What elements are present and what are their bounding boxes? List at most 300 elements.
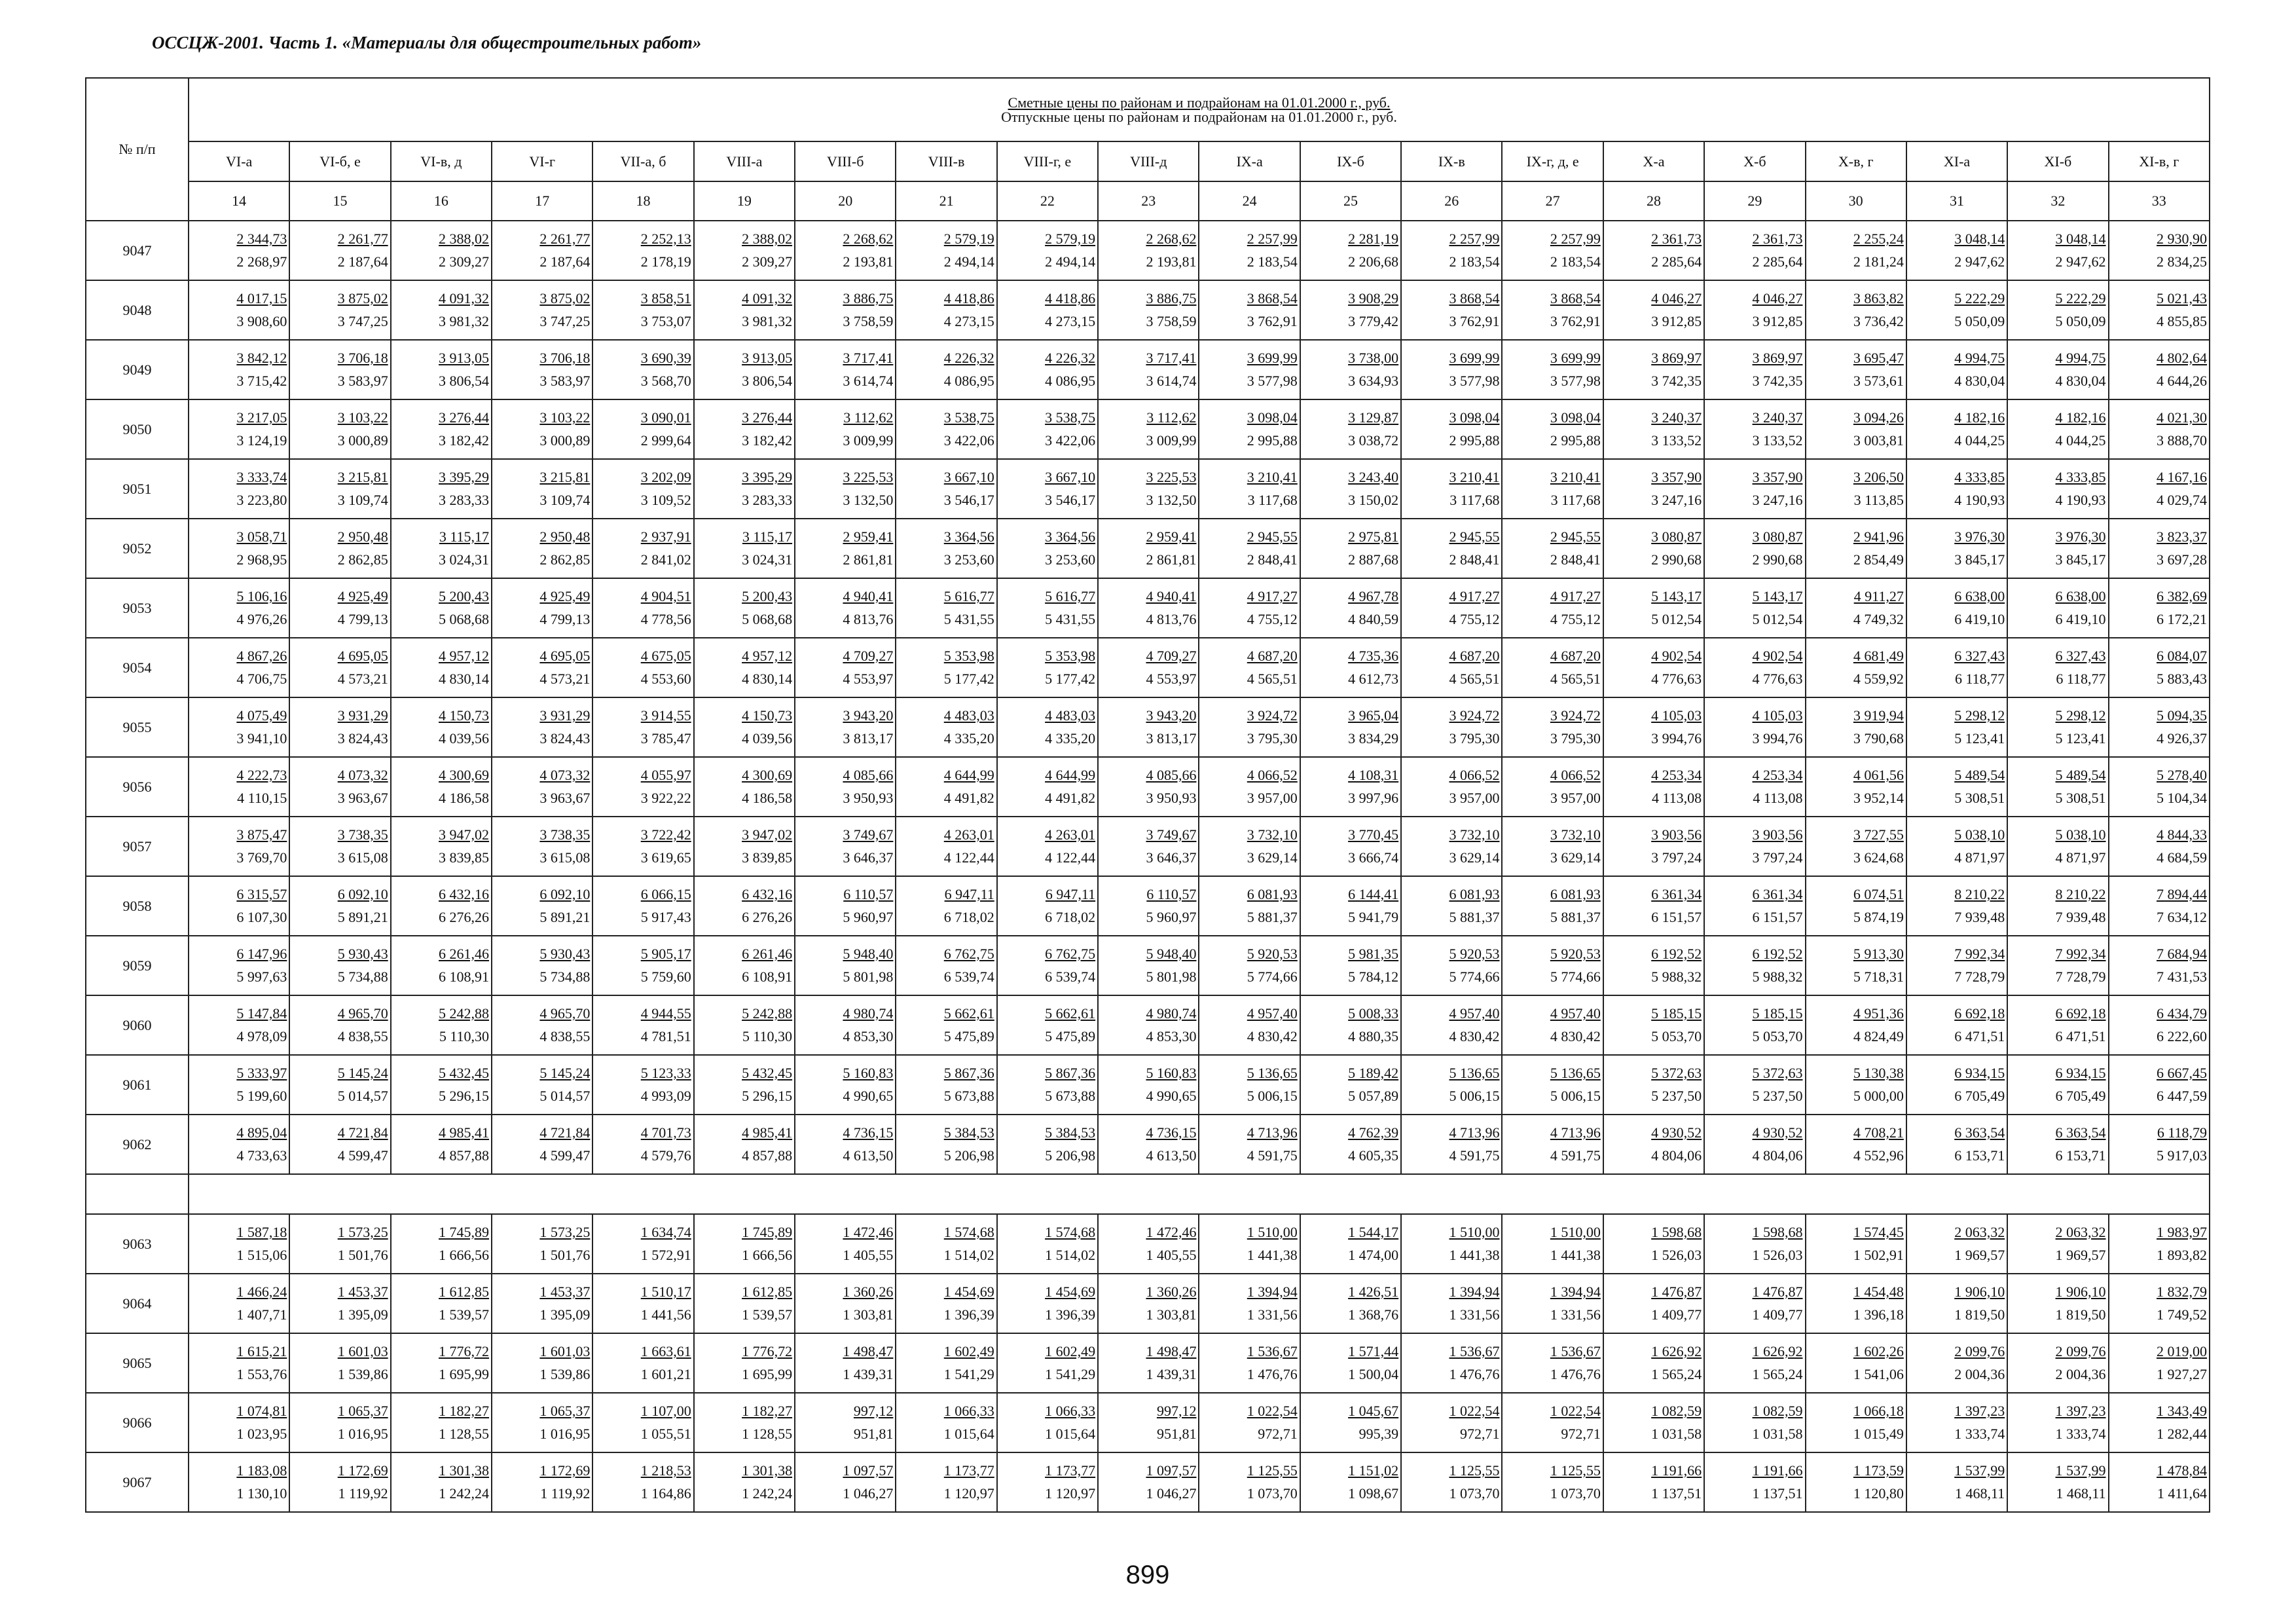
estimate-price: 6 434,79 (2157, 1005, 2207, 1022)
row-id: 9057 (86, 817, 189, 876)
estimate-price-wrap (492, 1126, 592, 1144)
estimate-price: 6 110,57 (843, 886, 894, 902)
price-cell (1300, 340, 1401, 399)
estimate-price: 5 333,97 (236, 1065, 287, 1081)
price-cell (1199, 519, 1300, 578)
wholesale-price-wrap (492, 1482, 592, 1501)
price-cell (1906, 1115, 2007, 1174)
estimate-price-wrap (1705, 411, 1804, 429)
wholesale-price: 2 848,41 (1449, 551, 1500, 568)
wholesale-price-wrap (2008, 727, 2107, 746)
price-cell (1502, 1055, 1603, 1115)
price-cell (896, 1333, 996, 1393)
wholesale-price-wrap (1402, 1482, 1501, 1501)
estimate-price: 2 268,62 (843, 231, 894, 247)
wholesale-price-wrap (2008, 429, 2107, 448)
price-table (85, 77, 2210, 1513)
price-cell (1603, 399, 1704, 459)
wholesale-price-wrap (2008, 1084, 2107, 1103)
wholesale-price-wrap (392, 1363, 491, 1382)
wholesale-price-wrap (593, 1363, 693, 1382)
wholesale-price-wrap (1099, 1422, 1198, 1441)
estimate-price: 3 699,99 (1247, 350, 1298, 366)
price-cell (189, 1333, 289, 1393)
estimate-price-wrap (1806, 351, 1906, 369)
estimate-price-wrap (492, 1344, 592, 1363)
wholesale-price-wrap (2008, 1482, 2107, 1501)
estimate-price: 4 940,41 (1146, 588, 1197, 604)
wholesale-price: 6 118,77 (1955, 671, 2005, 687)
wholesale-price: 5 199,60 (236, 1088, 287, 1104)
price-cell (2007, 1333, 2108, 1393)
price-cell (795, 1115, 896, 1174)
wholesale-price: 5 960,97 (843, 909, 894, 925)
estimate-price: 4 055,97 (640, 767, 691, 783)
wholesale-price-wrap (492, 906, 592, 925)
price-cell (2109, 280, 2210, 340)
wholesale-price-wrap (189, 489, 289, 507)
wholesale-price: 3 839,85 (439, 849, 490, 866)
wholesale-price-wrap (1705, 1422, 1804, 1441)
estimate-price: 6 192,52 (1651, 946, 1702, 962)
price-cell (795, 638, 896, 697)
wholesale-price-wrap (1099, 1244, 1198, 1263)
estimate-price: 4 980,74 (843, 1005, 894, 1022)
wholesale-price: 3 629,14 (1247, 849, 1298, 866)
estimate-price-wrap (492, 470, 592, 489)
price-cell (1401, 340, 1502, 399)
estimate-price: 1 598,68 (1651, 1224, 1702, 1240)
price-cell (1603, 459, 1704, 519)
district-header: XI-а (1906, 141, 2007, 181)
price-cell (997, 221, 1098, 280)
wholesale-price: 1 046,27 (843, 1485, 894, 1502)
estimate-price-wrap (1402, 649, 1501, 667)
estimate-price-wrap (998, 947, 1097, 965)
district-header: X-б (1704, 141, 1805, 181)
wholesale-price: 1 015,64 (1045, 1426, 1096, 1442)
wholesale-price-wrap (1402, 548, 1501, 567)
estimate-price-wrap (290, 1404, 390, 1422)
wholesale-price-wrap (998, 1084, 1097, 1103)
estimate-price: 4 844,33 (2157, 826, 2207, 843)
wholesale-price: 4 855,85 (2157, 313, 2207, 329)
wholesale-price: 5 237,50 (1651, 1088, 1702, 1104)
estimate-price: 3 098,04 (1247, 409, 1298, 426)
estimate-price: 4 736,15 (1146, 1124, 1197, 1141)
district-header: IX-а (1199, 141, 1300, 181)
price-cell (1098, 221, 1199, 280)
wholesale-price: 3 747,25 (337, 313, 388, 329)
wholesale-price: 3 806,54 (742, 373, 793, 389)
price-cell (1603, 1055, 1704, 1115)
estimate-price-wrap (896, 828, 996, 846)
wholesale-price-wrap (189, 667, 289, 686)
estimate-price: 3 842,12 (236, 350, 287, 366)
estimate-price-wrap (1301, 1404, 1400, 1422)
wholesale-price-wrap (1705, 310, 1804, 329)
row-id: 9048 (86, 280, 189, 340)
estimate-price-wrap (1503, 589, 1602, 608)
estimate-price-wrap (896, 1126, 996, 1144)
wholesale-price: 1 500,04 (1348, 1366, 1399, 1382)
price-cell (997, 995, 1098, 1055)
estimate-price-wrap (695, 1285, 794, 1303)
wholesale-price: 3 247,16 (1651, 492, 1702, 508)
estimate-price-wrap (695, 351, 794, 369)
wholesale-price: 4 990,65 (1146, 1088, 1197, 1104)
estimate-price: 3 080,87 (1651, 528, 1702, 545)
estimate-price-wrap (492, 828, 592, 846)
wholesale-price: 5 053,70 (1651, 1028, 1702, 1044)
estimate-price-wrap (998, 411, 1097, 429)
wholesale-price: 2 861,81 (843, 551, 894, 568)
wholesale-price: 2 494,14 (1045, 253, 1096, 270)
wholesale-price-wrap (290, 1025, 390, 1044)
price-cell (189, 578, 289, 638)
estimate-price: 6 192,52 (1752, 946, 1803, 962)
estimate-price-wrap (290, 1066, 390, 1084)
wholesale-price-wrap (2008, 1363, 2107, 1382)
wholesale-price-wrap (392, 667, 491, 686)
estimate-price: 1 510,00 (1550, 1224, 1601, 1240)
estimate-price-wrap (896, 1225, 996, 1244)
wholesale-price: 3 845,17 (1954, 551, 2005, 568)
estimate-price-wrap (392, 351, 491, 369)
estimate-price: 3 770,45 (1348, 826, 1399, 843)
estimate-price: 1 602,49 (1045, 1343, 1096, 1359)
price-cell (795, 876, 896, 936)
price-cell (1199, 757, 1300, 817)
price-cell (1300, 697, 1401, 757)
wholesale-price-wrap (1806, 429, 1906, 448)
estimate-price: 4 994,75 (2055, 350, 2106, 366)
estimate-price-wrap (593, 470, 693, 489)
price-cell (592, 519, 693, 578)
estimate-price-wrap (1301, 1225, 1400, 1244)
estimate-price: 2 252,13 (640, 231, 691, 247)
estimate-price-wrap (1806, 411, 1906, 429)
wholesale-price: 3 797,24 (1752, 849, 1803, 866)
estimate-price-wrap (1907, 947, 2007, 965)
wholesale-price: 3 117,68 (1247, 492, 1298, 508)
wholesale-price-wrap (998, 1422, 1097, 1441)
wholesale-price: 4 565,51 (1550, 671, 1601, 687)
estimate-price-wrap (2109, 232, 2209, 250)
wholesale-price-wrap (392, 1482, 491, 1501)
wholesale-price: 3 785,47 (640, 730, 691, 747)
price-cell (997, 1452, 1098, 1512)
wholesale-price: 4 029,74 (2157, 492, 2207, 508)
estimate-price: 3 924,72 (1550, 707, 1601, 724)
price-cell (1603, 697, 1704, 757)
wholesale-price-wrap (1301, 727, 1400, 746)
estimate-price-wrap (290, 1344, 390, 1363)
price-cell (795, 817, 896, 876)
price-cell (1199, 1274, 1300, 1333)
wholesale-price-wrap (492, 846, 592, 865)
estimate-price: 3 129,87 (1348, 409, 1399, 426)
wholesale-price: 3 117,68 (1449, 492, 1500, 508)
price-cell (694, 280, 795, 340)
estimate-price-wrap (1301, 828, 1400, 846)
wholesale-price-wrap (1705, 965, 1804, 984)
price-cell (1300, 1214, 1401, 1274)
estimate-price-wrap (593, 232, 693, 250)
estimate-price-wrap (392, 1285, 491, 1303)
price-cell (997, 1115, 1098, 1174)
price-cell (391, 1393, 492, 1452)
price-cell (694, 936, 795, 995)
price-cell (2109, 995, 2210, 1055)
estimate-price: 1 776,72 (439, 1343, 490, 1359)
estimate-price-wrap (896, 411, 996, 429)
wholesale-price-wrap (1503, 1144, 1602, 1163)
wholesale-price-wrap (290, 310, 390, 329)
estimate-price-wrap (1402, 1006, 1501, 1025)
wholesale-price: 1 031,58 (1651, 1426, 1702, 1442)
wholesale-price-wrap (1199, 548, 1299, 567)
estimate-price-wrap (1402, 1404, 1501, 1422)
price-cell (592, 697, 693, 757)
wholesale-price-wrap (1301, 1144, 1400, 1163)
wholesale-price: 3 797,24 (1651, 849, 1702, 866)
estimate-price: 1 478,84 (2157, 1462, 2207, 1479)
estimate-price-wrap (998, 1285, 1097, 1303)
estimate-price: 2 281,19 (1348, 231, 1399, 247)
estimate-price: 1 476,87 (1651, 1283, 1702, 1300)
price-cell (1502, 995, 1603, 1055)
estimate-price: 5 189,42 (1348, 1065, 1399, 1081)
wholesale-price: 4 857,88 (742, 1147, 793, 1164)
wholesale-price: 3 922,22 (640, 790, 691, 806)
estimate-price-wrap (189, 828, 289, 846)
column-number: 16 (391, 181, 492, 221)
estimate-price-wrap (795, 1404, 895, 1422)
wholesale-price-wrap (1199, 965, 1299, 984)
price-cell (592, 757, 693, 817)
wholesale-price-wrap (1806, 1144, 1906, 1163)
wholesale-price-wrap (189, 310, 289, 329)
wholesale-price: 7 939,48 (2055, 909, 2106, 925)
price-cell (2109, 936, 2210, 995)
estimate-price-wrap (1099, 291, 1198, 310)
wholesale-price: 7 728,79 (1954, 969, 2005, 985)
estimate-price: 5 384,53 (943, 1124, 994, 1141)
wholesale-price: 2 193,81 (843, 253, 894, 270)
wholesale-price: 2 995,88 (1247, 432, 1298, 449)
price-cell (795, 459, 896, 519)
wholesale-price-wrap (1301, 429, 1400, 448)
wholesale-price-wrap (1705, 786, 1804, 805)
estimate-price: 1 097,57 (843, 1462, 894, 1479)
price-cell (1704, 638, 1805, 697)
wholesale-price: 4 335,20 (1045, 730, 1096, 747)
wholesale-price-wrap (189, 1303, 289, 1322)
estimate-price-wrap (1705, 1225, 1804, 1244)
table-row (86, 936, 2210, 995)
estimate-price-wrap (1907, 411, 2007, 429)
price-cell (1906, 995, 2007, 1055)
wholesale-price: 6 172,21 (2157, 611, 2207, 627)
estimate-price: 4 994,75 (1954, 350, 2005, 366)
estimate-price-wrap (1503, 649, 1602, 667)
price-cell (1806, 1393, 1906, 1452)
estimate-price: 6 762,75 (1045, 946, 1096, 962)
price-cell (2109, 1393, 2210, 1452)
estimate-price-wrap (1402, 291, 1501, 310)
estimate-price: 4 867,26 (236, 648, 287, 664)
estimate-price-wrap (2109, 887, 2209, 906)
price-cell (1098, 936, 1199, 995)
estimate-price-wrap (896, 1066, 996, 1084)
estimate-price: 6 363,54 (1954, 1124, 2005, 1141)
estimate-price: 4 085,66 (1146, 767, 1197, 783)
price-cell (592, 1214, 693, 1274)
price-cell (492, 757, 592, 817)
estimate-price-wrap (189, 1285, 289, 1303)
estimate-price: 5 384,53 (1045, 1124, 1096, 1141)
price-cell (1502, 519, 1603, 578)
wholesale-price-wrap (1099, 548, 1198, 567)
estimate-price-wrap (593, 291, 693, 310)
estimate-price-wrap (2109, 351, 2209, 369)
wholesale-price-wrap (1806, 786, 1906, 805)
wholesale-price: 1 666,56 (439, 1247, 490, 1263)
wholesale-price: 1 046,27 (1146, 1485, 1197, 1502)
price-cell (289, 995, 390, 1055)
estimate-price: 4 985,41 (742, 1124, 793, 1141)
wholesale-price-wrap (1402, 906, 1501, 925)
estimate-price-wrap (1604, 1404, 1704, 1422)
wholesale-price-wrap (189, 1244, 289, 1263)
table-row (86, 1274, 2210, 1333)
estimate-price-wrap (1806, 649, 1906, 667)
wholesale-price-wrap (998, 369, 1097, 388)
wholesale-price: 3 629,14 (1550, 849, 1601, 866)
estimate-price-wrap (593, 1006, 693, 1025)
wholesale-price: 4 190,93 (2055, 492, 2106, 508)
estimate-price: 6 432,16 (439, 886, 490, 902)
wholesale-price-wrap (896, 1025, 996, 1044)
wholesale-price-wrap (1402, 965, 1501, 984)
price-cell (1603, 1333, 1704, 1393)
price-cell (2109, 1452, 2210, 1512)
estimate-price-wrap (189, 411, 289, 429)
district-header: IX-г, д, е (1502, 141, 1603, 181)
estimate-price: 4 701,73 (640, 1124, 691, 1141)
estimate-price: 1 360,26 (843, 1283, 894, 1300)
estimate-price-wrap (1301, 530, 1400, 548)
estimate-price-wrap (695, 709, 794, 727)
wholesale-price-wrap (1301, 846, 1400, 865)
wholesale-price: 4 553,97 (1146, 671, 1197, 687)
wholesale-price: 4 612,73 (1348, 671, 1399, 687)
table-row (86, 1333, 2210, 1393)
estimate-price-wrap (593, 1066, 693, 1084)
table-row (86, 340, 2210, 399)
price-cell (896, 1055, 996, 1115)
estimate-price-wrap (896, 530, 996, 548)
estimate-price: 5 200,43 (439, 588, 490, 604)
estimate-price: 6 382,69 (2157, 588, 2207, 604)
estimate-price: 3 738,35 (337, 826, 388, 843)
price-cell (2109, 757, 2210, 817)
wholesale-price: 5 050,09 (1954, 313, 2005, 329)
wholesale-price: 4 591,75 (1449, 1147, 1500, 1164)
wholesale-price: 5 237,50 (1752, 1088, 1803, 1104)
estimate-price-wrap (392, 709, 491, 727)
estimate-price-wrap (896, 232, 996, 250)
table-row (86, 638, 2210, 697)
estimate-price-wrap (1604, 1225, 1704, 1244)
wholesale-price: 5 308,51 (1954, 790, 2005, 806)
wholesale-price: 3 283,33 (439, 492, 490, 508)
wholesale-price-wrap (1402, 429, 1501, 448)
wholesale-price: 2 848,41 (1247, 551, 1298, 568)
estimate-price: 1 626,92 (1752, 1343, 1803, 1359)
price-cell (592, 340, 693, 399)
wholesale-price-wrap (1604, 727, 1704, 746)
wholesale-price: 1 819,50 (2055, 1306, 2106, 1323)
wholesale-price: 5 881,37 (1247, 909, 1298, 925)
wholesale-price: 6 153,71 (1954, 1147, 2005, 1164)
price-cell (1704, 876, 1805, 936)
wholesale-price-wrap (290, 727, 390, 746)
wholesale-price-wrap (1099, 965, 1198, 984)
wholesale-price: 4 122,44 (943, 849, 994, 866)
estimate-price: 6 147,96 (236, 946, 287, 962)
wholesale-price: 2 004,36 (1954, 1366, 2005, 1382)
wholesale-price: 4 755,12 (1449, 611, 1500, 627)
price-cell (896, 936, 996, 995)
estimate-price-wrap (795, 947, 895, 965)
estimate-price: 1 022,54 (1550, 1403, 1601, 1419)
price-cell (1906, 757, 2007, 817)
wholesale-price: 3 024,31 (439, 551, 490, 568)
wholesale-price-wrap (1301, 489, 1400, 507)
estimate-price: 4 713,96 (1247, 1124, 1298, 1141)
price-cell (289, 1055, 390, 1115)
wholesale-price: 4 044,25 (1954, 432, 2005, 449)
wholesale-price-wrap (1604, 1422, 1704, 1441)
estimate-price-wrap (1907, 768, 2007, 786)
wholesale-price-wrap (1806, 1025, 1906, 1044)
estimate-price-wrap (1806, 709, 1906, 727)
estimate-price-wrap (1199, 291, 1299, 310)
price-cell (997, 1333, 1098, 1393)
wholesale-price: 1 303,81 (843, 1306, 894, 1323)
wholesale-price-wrap (1503, 1363, 1602, 1382)
wholesale-price-wrap (795, 1482, 895, 1501)
estimate-price-wrap (189, 291, 289, 310)
estimate-price: 4 046,27 (1651, 290, 1702, 306)
estimate-price: 3 115,17 (439, 528, 490, 545)
estimate-price: 4 940,41 (843, 588, 894, 604)
price-cell (2109, 817, 2210, 876)
price-cell (1704, 1274, 1805, 1333)
price-cell (592, 399, 693, 459)
column-number: 22 (997, 181, 1098, 221)
wholesale-price-wrap (1806, 548, 1906, 567)
estimate-price-wrap (2008, 530, 2107, 548)
wholesale-price-wrap (1199, 1025, 1299, 1044)
wholesale-price-wrap (392, 1244, 491, 1263)
estimate-price-wrap (1604, 768, 1704, 786)
estimate-price-wrap (492, 1464, 592, 1482)
estimate-price: 1 574,68 (943, 1224, 994, 1240)
wholesale-price-wrap (1099, 1303, 1198, 1322)
